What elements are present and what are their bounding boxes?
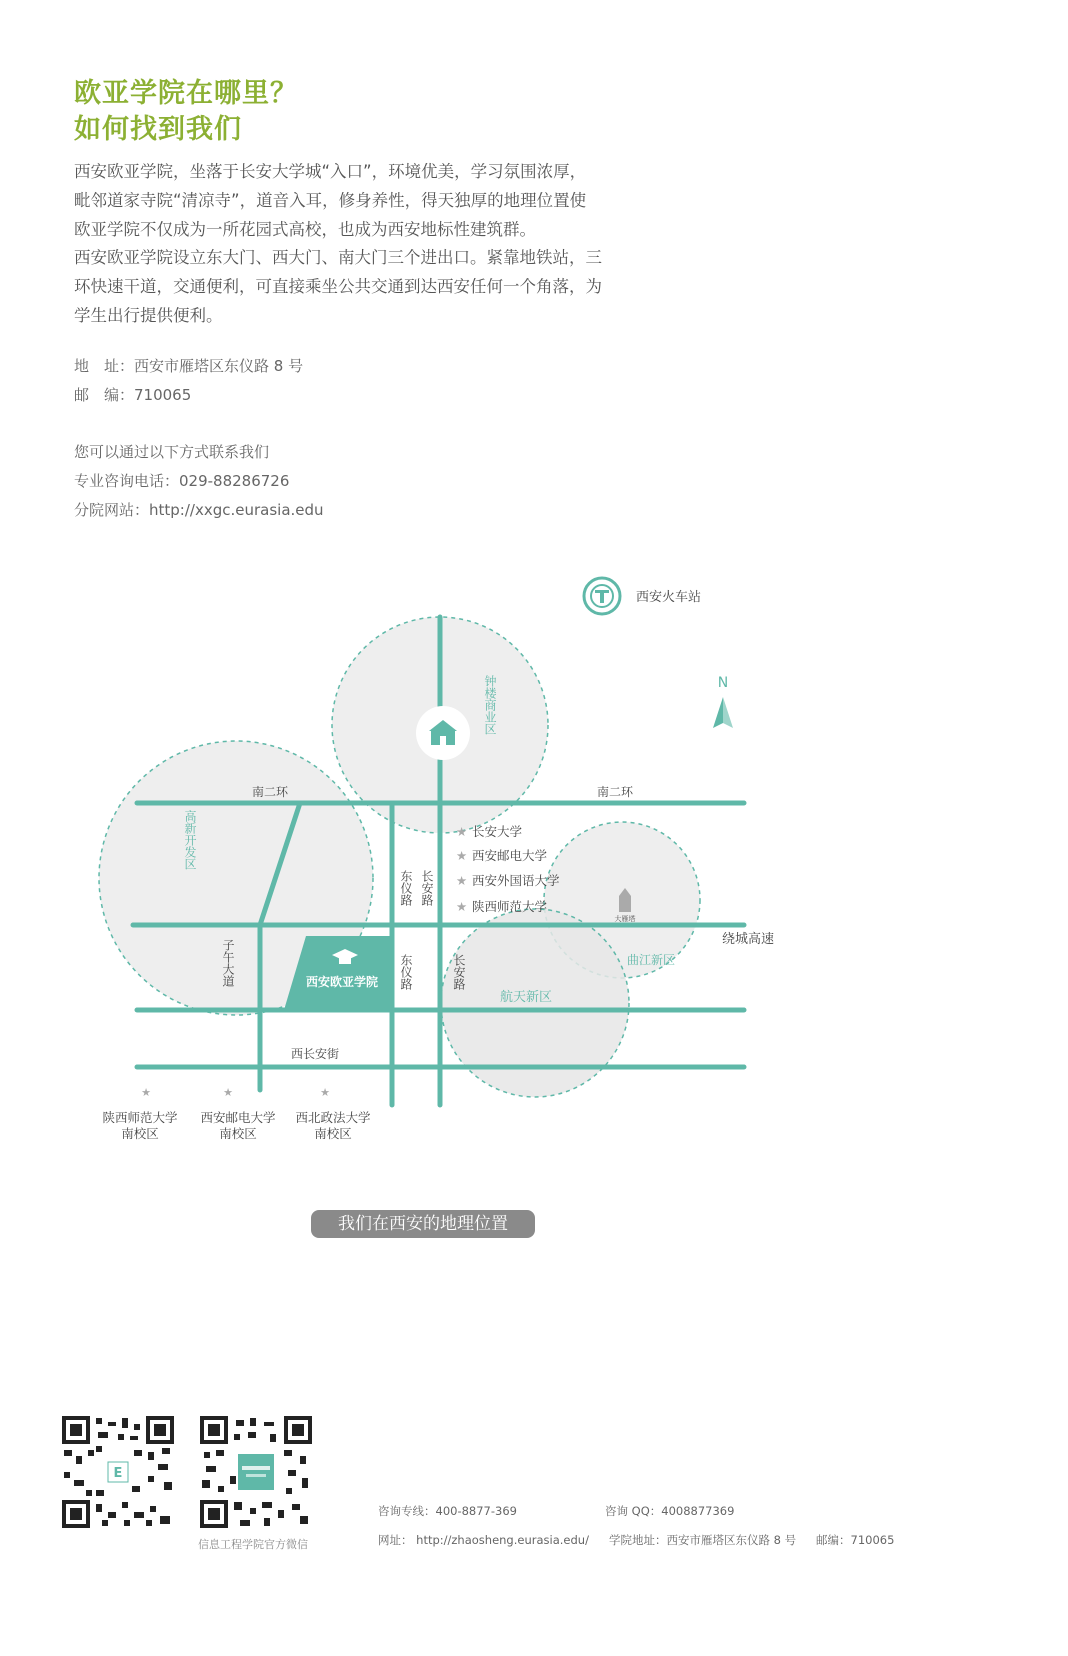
qr-code-left[interactable] xyxy=(62,1416,174,1528)
contact-website[interactable]: 分院网站：http://xxgc.eurasia.edu xyxy=(74,501,324,519)
intro-line: 西安欧亚学院，坐落于长安大学城“入口”，环境优美，学习氛围浓厚， xyxy=(74,162,587,181)
north-arrow-icon xyxy=(713,697,733,728)
footer-address: 学院地址：西安市雁塔区东仪路 8 号 xyxy=(609,1533,797,1547)
south-campus-name: 西北政法大学 xyxy=(295,1110,371,1125)
address-line: 地 址：西安市雁塔区东仪路 8 号 xyxy=(74,357,304,375)
road-label-dongyi-lower: 东仪路 xyxy=(399,954,413,990)
road-label-ziwu: 子午大道 xyxy=(221,939,235,987)
south-campus-name: 陕西师范大学 xyxy=(102,1110,178,1125)
train-station-icon xyxy=(584,578,620,614)
zone-west-label: 高新开发区 xyxy=(183,810,197,870)
star-icon: ★ xyxy=(320,1086,330,1099)
e-logo-icon: E xyxy=(113,1466,123,1481)
star-icon: ★ xyxy=(456,899,468,914)
contact-block xyxy=(74,438,324,525)
intro-line: 环快速干道，交通便利，可直接乘坐公共交通到达西安任何一个角落，为 xyxy=(74,277,602,297)
footer-hotline: 咨询专线：400-8877-369 xyxy=(378,1504,517,1518)
school-label: 西安欧亚学院 xyxy=(305,975,379,989)
road-label-nanerhuan-left: 南二环 xyxy=(251,785,289,799)
postcode-line: 邮 编：710065 xyxy=(74,386,192,404)
footer-url[interactable]: 网址： http://zhaosheng.eurasia.edu/ xyxy=(378,1533,589,1547)
footer-qq: 咨询 QQ：4008877369 xyxy=(605,1504,735,1518)
road-label-raocheng: 绕城高速 xyxy=(722,932,775,947)
star-icon: ★ xyxy=(223,1086,233,1099)
road-label-dongyi-upper: 东仪路 xyxy=(399,870,413,906)
contact-intro: 您可以通过以下方式联系我们 xyxy=(74,443,270,461)
university-label: 陕西师范大学 xyxy=(472,899,548,914)
university-label: 长安大学 xyxy=(472,824,523,839)
south-campus-sub: 南校区 xyxy=(314,1126,352,1141)
wechat-avatar xyxy=(238,1454,274,1490)
footer-postcode: 邮编：710065 xyxy=(816,1533,895,1547)
train-station-label: 西安火车站 xyxy=(636,590,702,605)
south-campus-name: 西安邮电大学 xyxy=(200,1110,276,1125)
road-label-changan-upper: 长安路 xyxy=(420,870,434,906)
south-campus-sub: 南校区 xyxy=(219,1126,257,1141)
road-label-xichangan: 西长安街 xyxy=(290,1047,340,1061)
zone-hangtian-label: 航天新区 xyxy=(499,990,553,1005)
south-campus-sub: 南校区 xyxy=(121,1126,159,1141)
university-label: 西安外国语大学 xyxy=(472,873,560,888)
intro-line: 毗邻道家寺院“清凉寺”，道音入耳，修身养性，得天独厚的地理位置使 xyxy=(74,190,587,210)
map-caption: 我们在西安的地理位置 xyxy=(311,1210,535,1238)
address-block xyxy=(74,352,303,410)
zone-center-label: 钟楼商业区 xyxy=(483,675,497,735)
title-line-2: 如何找到我们 xyxy=(74,114,242,145)
contact-phone: 专业咨询电话：029-88286726 xyxy=(74,472,290,490)
star-icon: ★ xyxy=(141,1086,151,1099)
dayanta-label: 大雁塔 xyxy=(614,915,636,923)
zone-qujiang-label: 曲江新区 xyxy=(626,953,676,967)
qr-caption: 信息工程学院官方微信 xyxy=(198,1538,308,1551)
star-icon: ★ xyxy=(456,824,468,839)
road-label-nanerhuan-right: 南二环 xyxy=(596,785,634,799)
location-map xyxy=(0,560,1068,1160)
north-label: N xyxy=(717,675,729,691)
intro-line: 西安欧亚学院设立东大门、西大门、南大门三个进出口。紧靠地铁站，三 xyxy=(74,248,602,268)
star-icon: ★ xyxy=(456,848,468,863)
star-icon: ★ xyxy=(456,873,468,888)
university-label: 西安邮电大学 xyxy=(472,848,548,863)
road-label-changan-lower: 长安路 xyxy=(452,954,466,990)
intro-line: 欧亚学院不仅成为一所花园式高校，也成为西安地标性建筑群。 xyxy=(74,219,536,239)
title-line-1: 欧亚学院在哪里？ xyxy=(74,78,298,109)
intro-paragraph xyxy=(74,158,654,331)
page-title xyxy=(74,76,298,148)
intro-line: 学生出行提供便利。 xyxy=(74,305,223,325)
qr-code-right[interactable] xyxy=(200,1416,312,1528)
